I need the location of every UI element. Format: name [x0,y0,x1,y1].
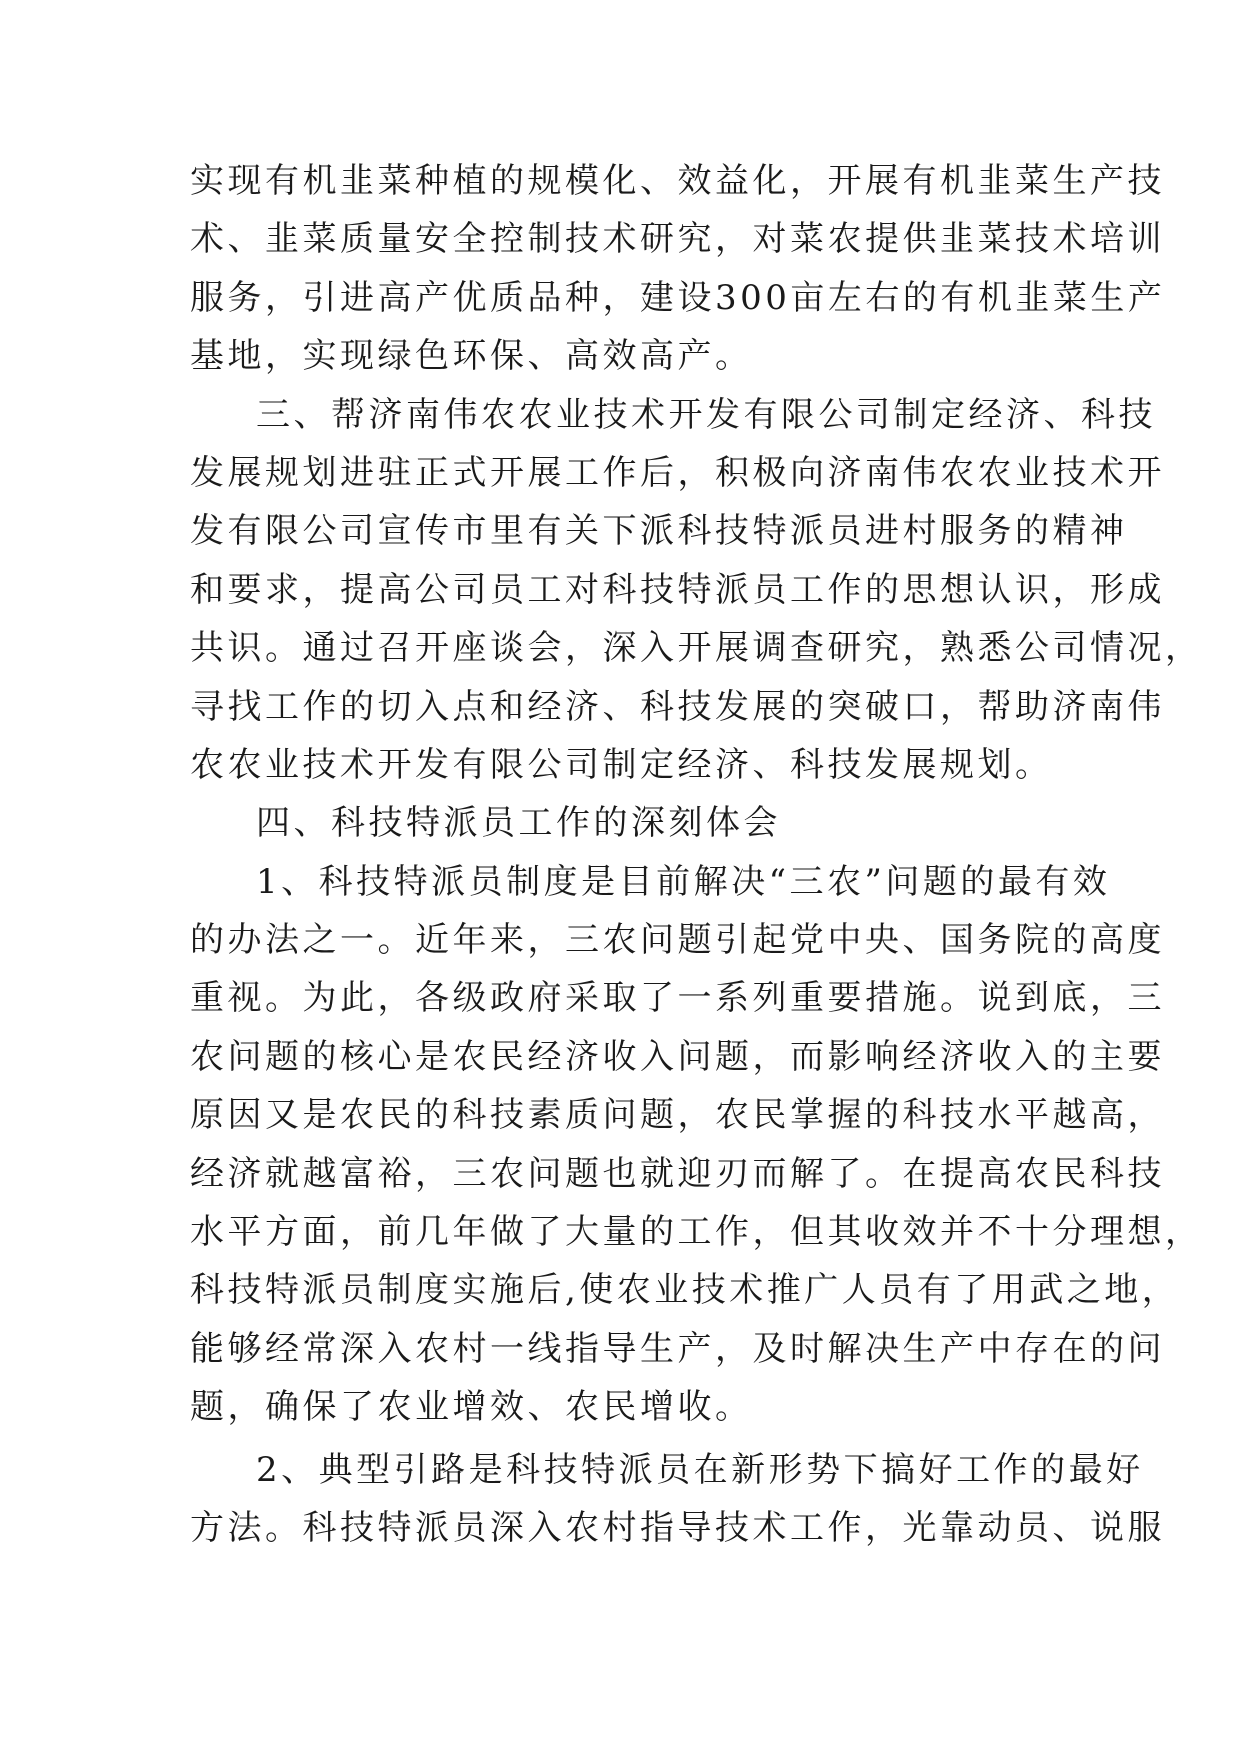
text-line: 科技特派员制度实施后,使农业技术推广人员有了用武之地， [190,1270,1180,1311]
text-line: 共识。通过召开座谈会，深入开展调查研究，熟悉公司情况， [190,628,1203,669]
text-line: 术、韭菜质量安全控制技术研究，对菜农提供韭菜技术培训 [190,219,1165,260]
text-line: 题，确保了农业增效、农民增收。 [190,1387,753,1428]
text-line: 发有限公司宣传市里有关下派科技特派员进村服务的精神 [190,511,1128,552]
text-line: 经济就越富裕，三农问题也就迎刃而解了。在提高农民科技 [190,1153,1165,1194]
text-line: 原因又是农民的科技素质问题，农民掌握的科技水平越高， [190,1095,1165,1136]
text-line: 的办法之一。近年来，三农问题引起党中央、国务院的高度 [190,920,1165,961]
text-line: 寻找工作的切入点和经济、科技发展的突破口，帮助济南伟 [190,686,1165,727]
section-heading: 四、科技特派员工作的深刻体会 [256,803,781,844]
text-line: 农问题的核心是农民经济收入问题，而影响经济收入的主要 [190,1036,1165,1077]
text-line: 方法。科技特派员深入农村指导技术工作，光靠动员、说服 [190,1507,1165,1548]
paragraph-start-line: 1、科技特派员制度是目前解决“三农”问题的最有效 [256,861,1111,902]
text-line: 水平方面，前几年做了大量的工作，但其收效并不十分理想， [190,1212,1203,1253]
text-line: 重视。为此，各级政府采取了一系列重要措施。说到底，三 [190,978,1165,1019]
text-line: 能够经常深入农村一线指导生产，及时解决生产中存在的问 [190,1328,1165,1369]
text-line: 实现有机韭菜种植的规模化、效益化，开展有机韭菜生产技 [190,161,1165,201]
text-line: 发展规划进驻正式开展工作后，积极向济南伟农农业技术开 [190,452,1165,493]
paragraph-start-line: 三、帮济南伟农农业技术开发有限公司制定经济、科技 [256,394,1156,435]
paragraph-start-line: 2、典型引路是科技特派员在新形势下搞好工作的最好 [256,1449,1144,1490]
text-line: 服务，引进高产优质品种，建设300亩左右的有机韭菜生产 [190,277,1166,318]
text-line: 和要求，提高公司员工对科技特派员工作的思想认识，形成 [190,569,1165,610]
text-line: 农农业技术开发有限公司制定经济、科技发展规划。 [190,744,1053,785]
document-page [190,152,1203,1557]
text-line: 基地，实现绿色环保、高效高产。 [190,336,753,377]
